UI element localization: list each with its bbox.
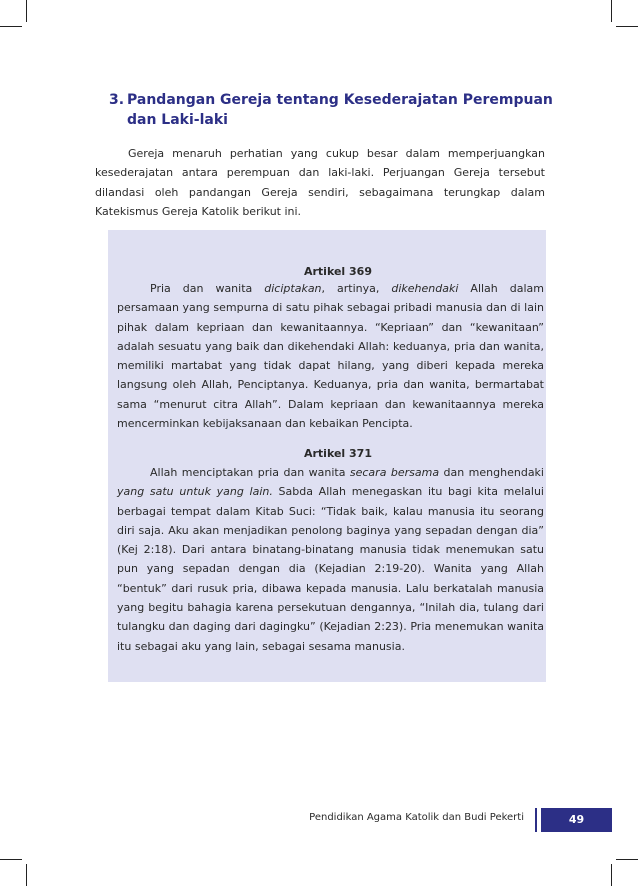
page-footer: [0, 808, 638, 832]
section-heading: [109, 90, 569, 130]
section-number: 3.: [109, 92, 125, 108]
article-body: Allah menciptakan pria dan wanita secara bersama dan menghendaki yang satu untuk yang lain. Sabda Allah menegaskan itu bagi kita melalui berbagai tempat dalam Kitab Suci: “Tidak baik, kalau manusia itu seorang diri saja. Aku akan menjadikan penolong baginya yang sepadan dengan dia” (Kej 2:18). Dari antara binatang-binatang manusia tidak menemukan satu pun yang sepadan dengan dia (Kejadian 2:19-20). Wanita yang Allah “bentuk” dari rusuk pria, dibawa kepada manusia. Lalu berkatalah manusia yang begitu bahagia karena persekutuan dengannya, “Inilah dia, tulang dari tulangku dan daging dari dagingku” (Kejadian 2:23). Pria menemukan wanita itu sebagai aku yang lain, sebagai sesama manusia.: [117, 466, 544, 653]
page-number: 49: [541, 808, 612, 832]
footer-book-title: Pendidikan Agama Katolik dan Budi Pekerti: [309, 812, 524, 823]
crop-mark: [0, 859, 22, 860]
intro-text: Gereja menaruh perhatian yang cukup besar dalam memperjuangkan kesederajatan antara perempuan dan laki-laki. Perjuangan Gereja tersebut dilandasi oleh pandangan Gereja sendiri, sebagaimana terungkap dalam Katekismus Gereja Katolik berikut ini.: [95, 147, 545, 218]
article-body: Pria dan wanita diciptakan, artinya, dikehendaki Allah dalam persamaan yang sempurna di satu pihak sebagai pribadi manusia dan di lain pihak dalam kepriaan dan kewanitaannya. “Kepriaan” dan “kewanitaan” adalah sesuatu yang baik dan dikehendaki Allah: keduanya, pria dan wanita, memiliki martabat yang tidak dapat hilang, yang diberi kepada mereka langsung oleh Allah, Penciptanya. Keduanya, pria dan wanita, bermartabat sama “menurut citra Allah”. Dalam kepriaan dan kewanitaannya mereka mencerminkan kebijaksanaan dan kebaikan Pencipta.: [117, 282, 544, 431]
crop-mark: [0, 26, 22, 27]
crop-mark: [616, 26, 638, 27]
article-title: Artikel 371: [303, 447, 372, 460]
section-title-line2: dan Laki-laki: [127, 112, 228, 128]
crop-mark: [611, 864, 612, 886]
intro-paragraph: [95, 144, 545, 221]
crop-mark: [26, 0, 27, 22]
crop-mark: [26, 864, 27, 886]
quote-box: [108, 230, 546, 682]
article-title: Artikel 369: [303, 265, 372, 278]
crop-mark: [616, 859, 638, 860]
crop-mark: [611, 0, 612, 22]
footer-divider: [535, 808, 537, 832]
section-title-line1: Pandangan Gereja tentang Kesederajatan Perempuan: [127, 92, 553, 108]
